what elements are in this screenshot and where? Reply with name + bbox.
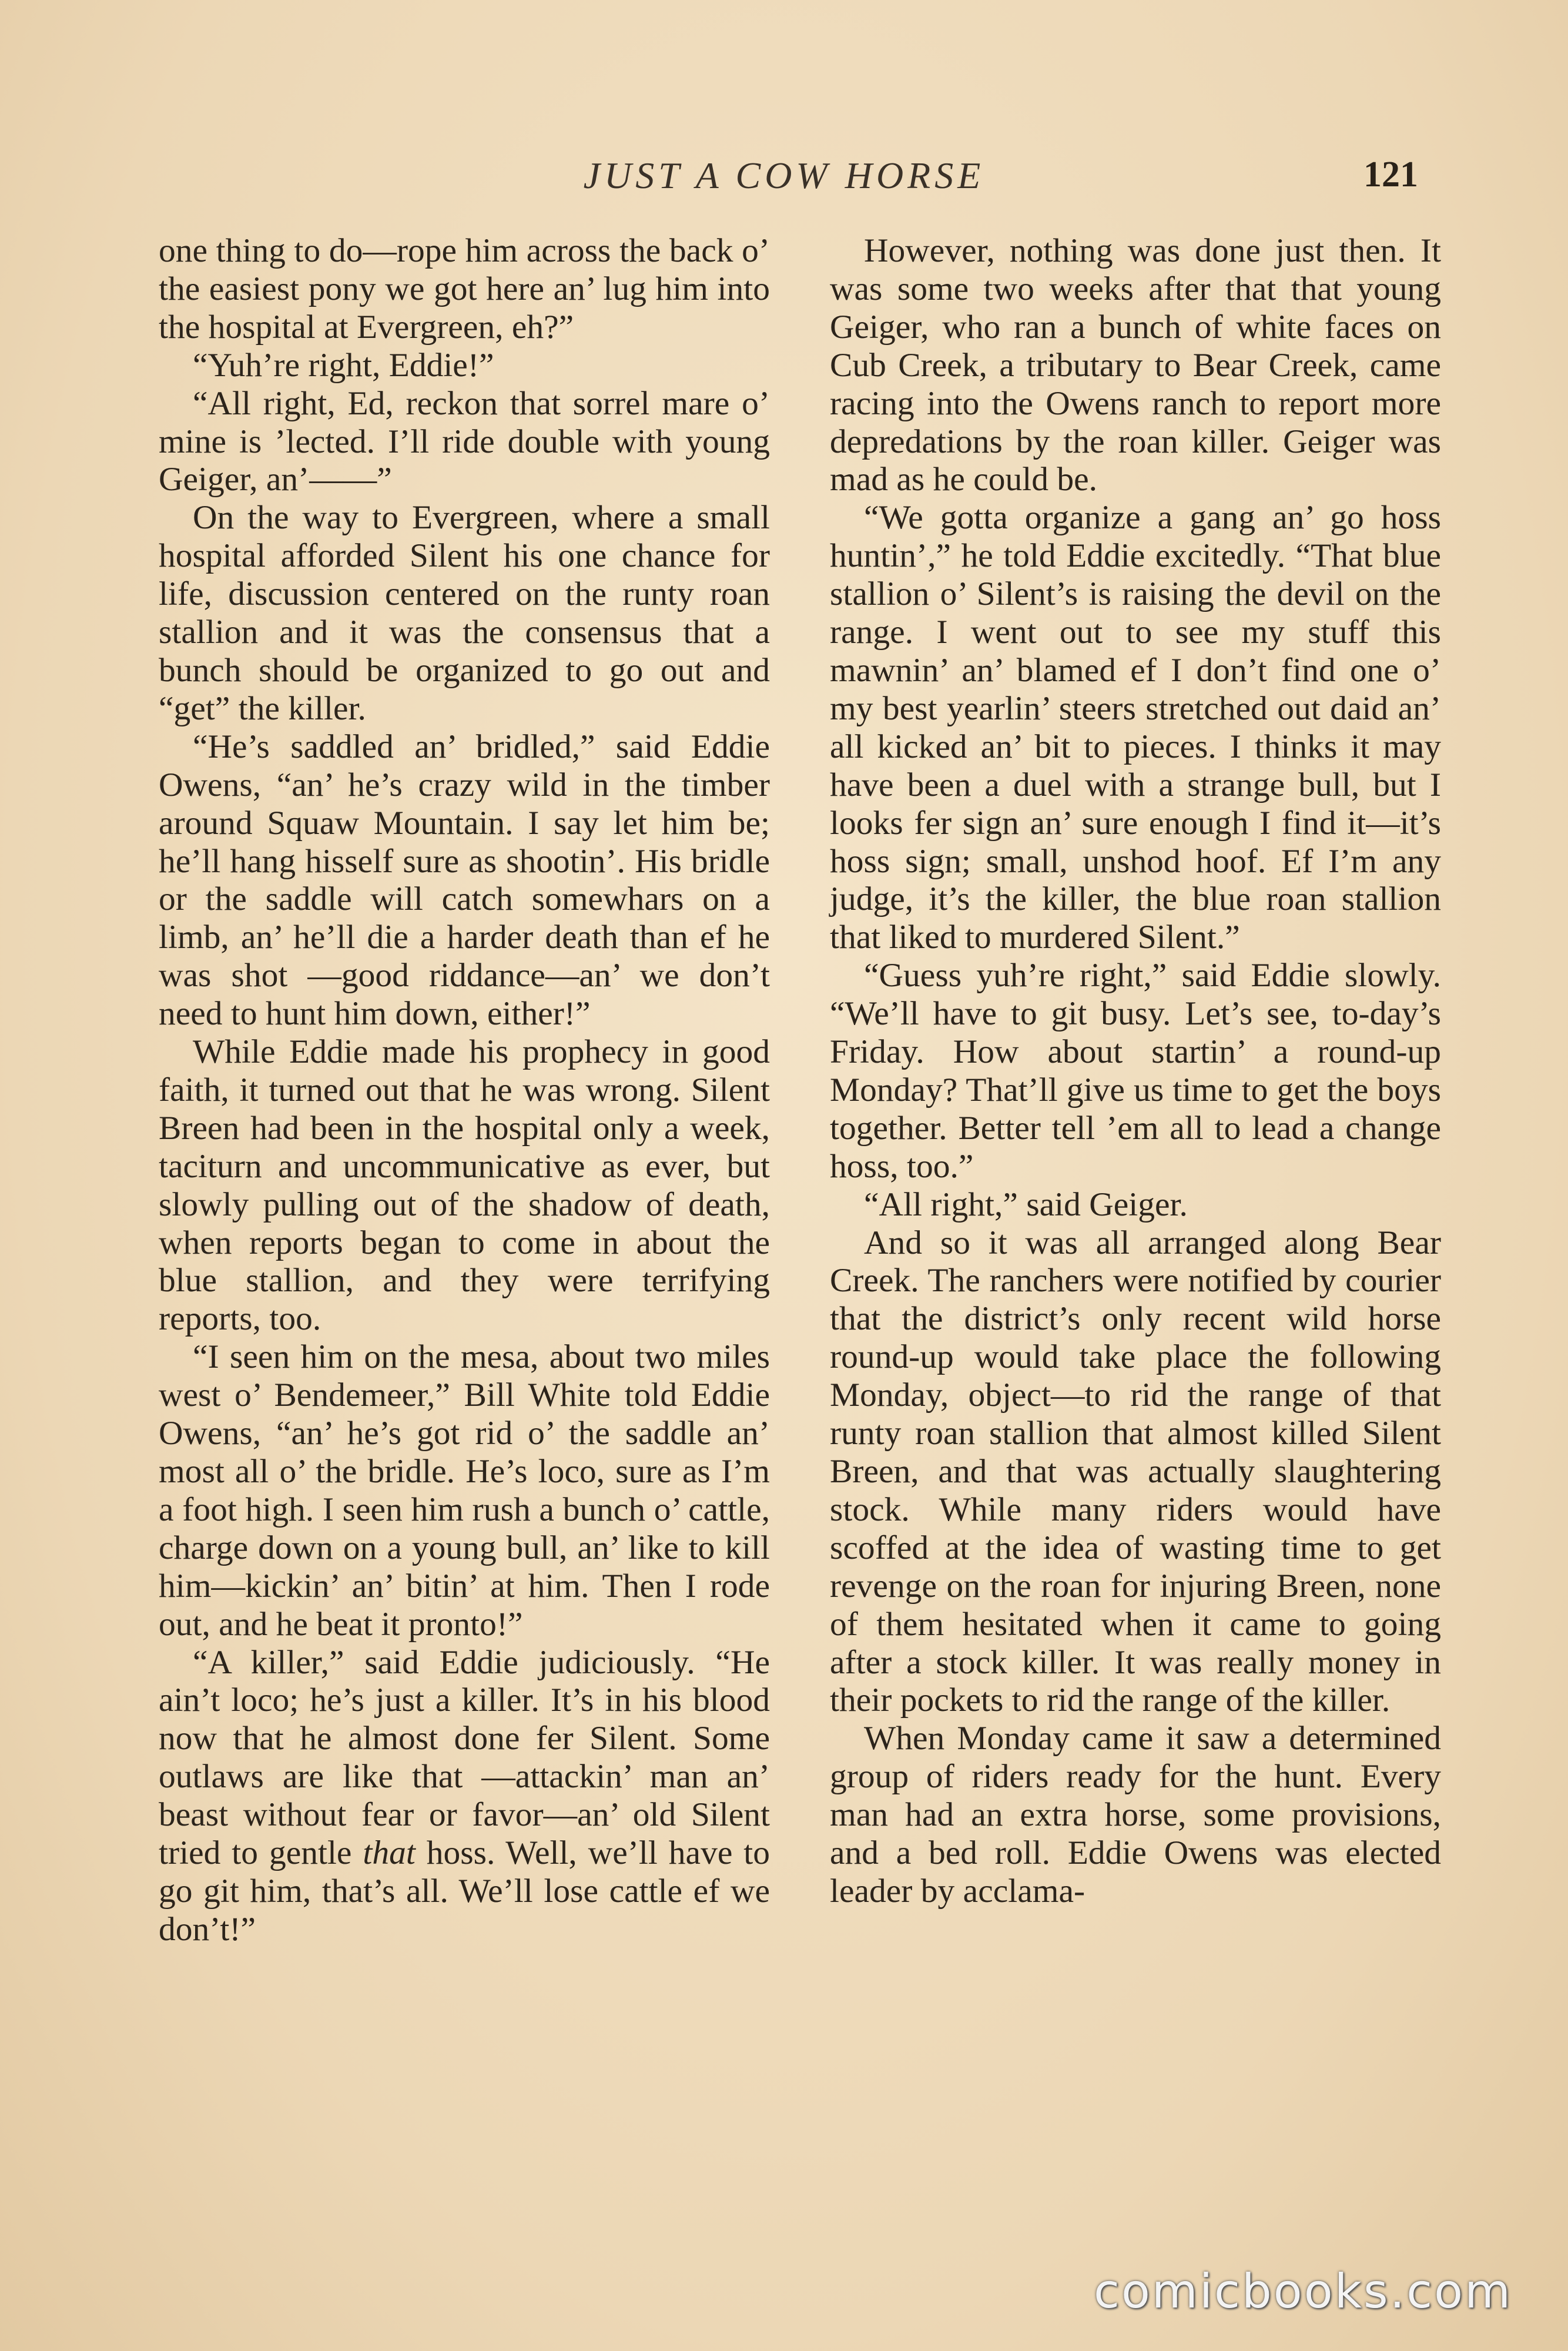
paragraph: “All right,” said Geiger. xyxy=(864,1185,1188,1223)
paragraph: one thing to do—rope him across the back o’ the easiest pony we got here an’ lug him into the hospital at Evergreen, eh?” xyxy=(159,232,770,346)
paragraph-text-after: hoss. Well, we’ll have to go git him, that’s all. We’ll lose cattle ef we don’t!” xyxy=(159,1834,770,1948)
paragraph: “I seen him on the mesa, about two miles west o’ Bendemeer,” Bill White told Eddie Owens, “an’ he’s got rid o’ the saddle an’ most all o’ the bridle. He’s loco, sure as I’m a foot high. I seen him rush a bunch o’ cattle, charge down on a young bull, an’ like to kill him—kickin’ an’ bitin’ at him. Then I rode out, and he beat it pronto!” xyxy=(159,1338,770,1643)
paragraph xyxy=(159,1644,770,1949)
paragraph: “Yuh’re right, Eddie!” xyxy=(193,346,494,384)
paragraph: When Monday came it saw a determined group of riders ready for the hunt. Every man had an extra horse, some provisions, and a bed roll. Eddie Owens was elected leader by acclama- xyxy=(830,1720,1441,1910)
paragraph: While Eddie made his prophecy in good faith, it turned out that he was wrong. Silent Breen had been in the hospital only a week, taciturn and uncommunicative as ever, but slowly pulling out of the shadow of death, when reports began to come in about the blue stallion, and they were terrifying reports, too. xyxy=(159,1033,770,1338)
text-column-right xyxy=(830,232,1441,1911)
paragraph: “Guess yuh’re right,” said Eddie slowly. “We’ll have to git busy. Let’s see, to-day’s Friday. How about startin’ a round-up Monday? That’ll give us time to get the boys together. Better tell ’em all to lead a change hoss, too.” xyxy=(830,957,1441,1185)
paragraph: However, nothing was done just then. It was some two weeks after that that young Geiger, who ran a bunch of white faces on Cub Creek, a tributary to Bear Creek, came racing into the Owens ranch to report more depredations by the roan killer. Geiger was mad as he could be. xyxy=(830,232,1441,498)
text-column-left xyxy=(159,232,770,1949)
site-watermark: comicbooks.com xyxy=(1093,2264,1512,2319)
paragraph-text: “A killer,” said Eddie judiciously. “He ain’t loco; he’s just a killer. It’s in his blood now that he almost done fer Silent. Some outlaws are like that —attackin’ man an’ beast without fear or favor—an’ old Silent tried to gentle xyxy=(159,1643,770,1872)
italic-word: that xyxy=(363,1834,416,1872)
paragraph: “All right, Ed, reckon that sorrel mare o’ mine is ’lected. I’ll ride double with young Geiger, an’——” xyxy=(159,384,770,498)
paragraph: On the way to Evergreen, where a small hospital afforded Silent his one chance for life, discussion centered on the runty roan stallion and it was the consensus that a bunch should be organized to go out and “get” the killer. xyxy=(159,499,770,727)
paragraph: “We gotta organize a gang an’ go hoss huntin’,” he told Eddie excitedly. “That blue stallion o’ Silent’s is raising the devil on the range. I went out to see my stuff this mawnin’ an’ blamed ef I don’t find one o’ my best yearlin’ steers stretched out daid an’ all kicked an’ bit to pieces. I thinks it may have been a duel with a strange bull, but I looks fer sign an’ sure enough I find it—it’s hoss sign; small, unshod hoof. Ef I’m any judge, it’s the killer, the blue roan stallion that liked to murdered Silent.” xyxy=(830,499,1441,956)
page-number: 121 xyxy=(1363,155,1418,195)
paragraph: And so it was all arranged along Bear Creek. The ranchers were notified by courier that the district’s only recent wild horse round-up would take place the following Monday, object—to rid the range of that runty roan stallion that almost killed Silent Breen, and that was actually slaughtering stock. While many riders would have scoffed at the idea of wasting time to get revenge on the roan for injuring Breen, none of them hesitated when it came to going after a stock killer. It was really money in their pockets to rid the range of the killer. xyxy=(830,1224,1441,1719)
paragraph: “He’s saddled an’ bridled,” said Eddie Owens, “an’ he’s crazy wild in the timber around Squaw Mountain. I say let him be; he’ll hang hisself sure as shootin’. His bridle or the saddle will catch somewhars on a limb, an’ he’ll die a harder death than ef he was shot —good riddance—an’ we don’t need to hunt him down, either!” xyxy=(159,728,770,1033)
running-header-title: JUST A COW HORSE xyxy=(583,155,985,196)
